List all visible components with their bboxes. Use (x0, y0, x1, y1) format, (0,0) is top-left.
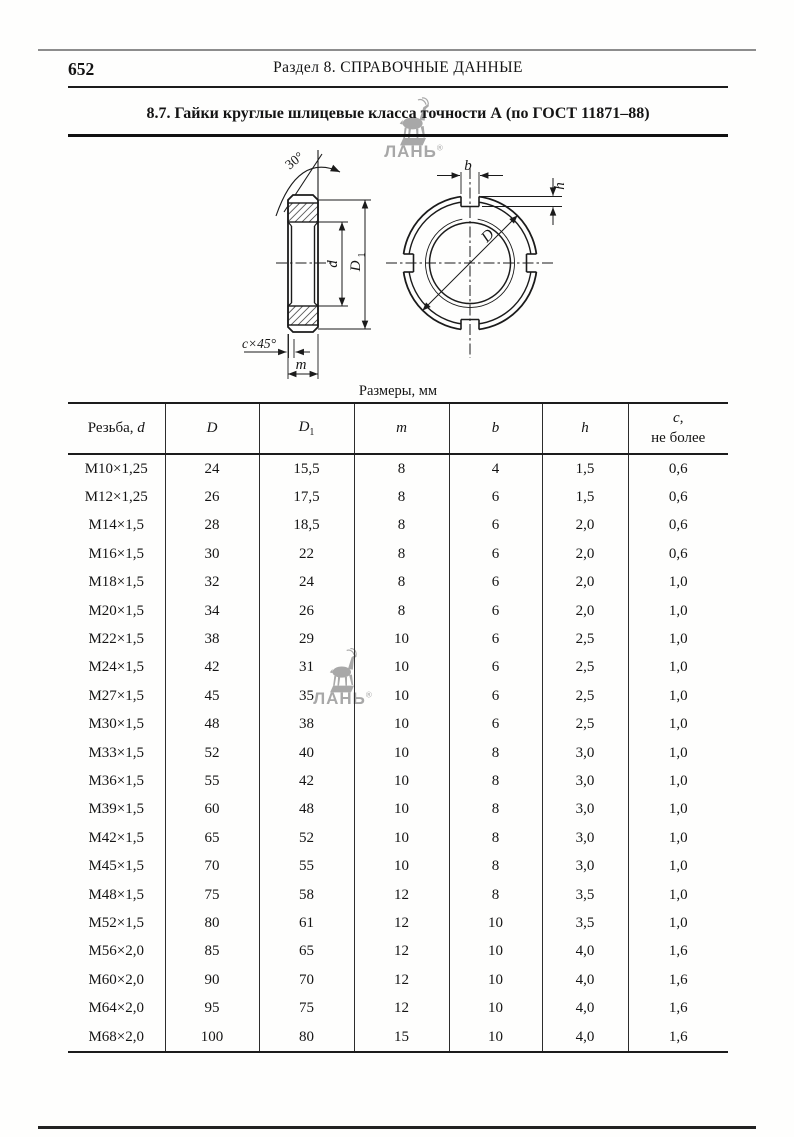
hatch-top (288, 203, 318, 222)
value-cell: 8 (354, 483, 449, 511)
value-cell: 1,0 (628, 597, 728, 625)
value-cell: 1,0 (628, 682, 728, 710)
value-cell: 80 (259, 1023, 354, 1052)
value-cell: 1,0 (628, 569, 728, 597)
table-row (68, 881, 728, 909)
value-cell: 1,6 (628, 938, 728, 966)
chamfer-label: c×45° (242, 336, 277, 351)
value-cell: 35 (259, 682, 354, 710)
value-cell: 0,6 (628, 540, 728, 568)
table-row (68, 454, 728, 483)
value-cell: 6 (449, 625, 542, 653)
table-caption: Размеры, мм (358, 383, 438, 399)
thread-cell: M14×1,5 (88, 517, 145, 534)
value-cell: 85 (165, 938, 259, 966)
table-row (68, 1023, 728, 1052)
table-body (68, 454, 728, 1052)
value-cell: 1,0 (628, 824, 728, 852)
page-top-rule (38, 49, 756, 51)
value-cell: 55 (259, 852, 354, 880)
value-cell: 6 (449, 682, 542, 710)
thread-cell: M64×2,0 (88, 1000, 145, 1017)
thread-cell: M68×2,0 (88, 1028, 145, 1045)
value-cell: 15 (354, 1023, 449, 1052)
value-cell: 70 (259, 966, 354, 994)
outer-dim-sub: 1 (357, 252, 368, 258)
value-cell: 17,5 (259, 483, 354, 511)
value-cell: 0,6 (628, 512, 728, 540)
table-row (68, 540, 728, 568)
value-cell: 4,0 (542, 966, 628, 994)
value-cell: 12 (354, 881, 449, 909)
angle-label: 30° (282, 148, 307, 173)
value-cell: 10 (354, 625, 449, 653)
value-cell: 8 (354, 540, 449, 568)
value-cell: 1,6 (628, 994, 728, 1022)
value-cell: 1,0 (628, 654, 728, 682)
thread-cell: M45×1,5 (88, 858, 145, 875)
thread-cell: M10×1,25 (84, 460, 148, 477)
table-header-row (68, 403, 728, 454)
value-cell: 8 (449, 852, 542, 880)
value-cell: 10 (449, 1023, 542, 1052)
value-cell: 1,5 (542, 454, 628, 483)
value-cell: 40 (259, 739, 354, 767)
value-cell: 6 (449, 597, 542, 625)
thread-cell: M22×1,5 (88, 631, 145, 648)
value-cell: 4 (449, 454, 542, 483)
section-title: 8.7. Гайки круглые шлицевые класса точности А (по ГОСТ 11871–88) (146, 105, 650, 122)
value-cell: 2,5 (542, 625, 628, 653)
value-cell: 2,0 (542, 569, 628, 597)
value-cell: 52 (259, 824, 354, 852)
thickness-label: m (295, 357, 307, 373)
table-row (68, 739, 728, 767)
watermark-label: ЛАНЬ® (313, 689, 373, 708)
slot-depth-label: h (552, 182, 568, 190)
nut-technical-drawing (240, 142, 580, 388)
table-row (68, 852, 728, 880)
value-cell: 26 (165, 483, 259, 511)
value-cell: 1,0 (628, 711, 728, 739)
value-cell: 0,6 (628, 454, 728, 483)
value-cell: 65 (259, 938, 354, 966)
value-cell: 10 (354, 711, 449, 739)
table-row (68, 966, 728, 994)
dimensions-table (68, 402, 728, 1053)
value-cell: 90 (165, 966, 259, 994)
table-row (68, 682, 728, 710)
value-cell: 38 (259, 711, 354, 739)
value-cell: 75 (165, 881, 259, 909)
value-cell: 55 (165, 767, 259, 795)
table-row (68, 994, 728, 1022)
table-row (68, 824, 728, 852)
value-cell: 1,0 (628, 881, 728, 909)
value-cell: 3,0 (542, 796, 628, 824)
value-cell: 10 (449, 994, 542, 1022)
diameter-label: D (477, 225, 498, 246)
value-cell: 18,5 (259, 512, 354, 540)
value-cell: 24 (259, 569, 354, 597)
value-cell: 2,5 (542, 711, 628, 739)
value-cell: 8 (449, 881, 542, 909)
value-cell: 15,5 (259, 454, 354, 483)
table-row (68, 711, 728, 739)
value-cell: 48 (259, 796, 354, 824)
face-view (386, 168, 562, 358)
value-cell: 8 (449, 739, 542, 767)
value-cell: 10 (354, 739, 449, 767)
table-row (68, 512, 728, 540)
bore-dim-label: d (325, 260, 341, 268)
value-cell: 1,0 (628, 625, 728, 653)
thread-cell: M24×1,5 (88, 659, 145, 676)
value-cell: 1,0 (628, 852, 728, 880)
value-cell: 12 (354, 909, 449, 937)
running-header-title: Раздел 8. СПРАВОЧНЫЕ ДАННЫЕ (273, 59, 523, 76)
table-row (68, 597, 728, 625)
value-cell: 3,0 (542, 824, 628, 852)
value-cell: 10 (354, 796, 449, 824)
value-cell: 1,6 (628, 966, 728, 994)
hatch-bottom (288, 306, 318, 325)
column-header: D (165, 403, 259, 454)
thread-cell: M27×1,5 (88, 687, 145, 704)
value-cell: 3,0 (542, 852, 628, 880)
running-header (68, 59, 728, 83)
thread-cell: M42×1,5 (88, 829, 145, 846)
value-cell: 28 (165, 512, 259, 540)
value-cell: 8 (449, 767, 542, 795)
value-cell: 2,0 (542, 540, 628, 568)
value-cell: 32 (165, 569, 259, 597)
value-cell: 8 (354, 569, 449, 597)
value-cell: 42 (165, 654, 259, 682)
value-cell: 38 (165, 625, 259, 653)
value-cell: 80 (165, 909, 259, 937)
value-cell: 10 (354, 824, 449, 852)
watermark-label: ЛАНЬ® (384, 142, 444, 161)
table-row (68, 625, 728, 653)
outer-dim-label: D (348, 260, 364, 272)
value-cell: 1,0 (628, 739, 728, 767)
value-cell: 1,0 (628, 796, 728, 824)
value-cell: 60 (165, 796, 259, 824)
dimension-h (481, 178, 562, 225)
value-cell: 22 (259, 540, 354, 568)
value-cell: 1,0 (628, 909, 728, 937)
column-header: Резьба, d (68, 403, 165, 454)
value-cell: 8 (354, 454, 449, 483)
table-row (68, 767, 728, 795)
thread-cell: M18×1,5 (88, 574, 145, 591)
dimensions-table-section (68, 382, 728, 1053)
thread-cell: M16×1,5 (88, 545, 145, 562)
value-cell: 3,0 (542, 767, 628, 795)
value-cell: 2,0 (542, 512, 628, 540)
thread-cell: M60×2,0 (88, 971, 145, 988)
value-cell: 2,0 (542, 597, 628, 625)
value-cell: 4,0 (542, 1023, 628, 1052)
thread-cell: M12×1,25 (84, 489, 148, 506)
value-cell: 31 (259, 654, 354, 682)
value-cell: 3,5 (542, 909, 628, 937)
column-header: $D_1$ (259, 403, 354, 454)
table-row (68, 483, 728, 511)
value-cell: 0,6 (628, 483, 728, 511)
thread-cell: M39×1,5 (88, 801, 145, 818)
table-row (68, 654, 728, 682)
value-cell: 10 (354, 654, 449, 682)
value-cell: 8 (354, 512, 449, 540)
value-cell: 12 (354, 966, 449, 994)
title-rule (68, 134, 728, 137)
table-row (68, 569, 728, 597)
value-cell: 70 (165, 852, 259, 880)
value-cell: 100 (165, 1023, 259, 1052)
value-cell: 29 (259, 625, 354, 653)
table-row (68, 938, 728, 966)
value-cell: 1,6 (628, 1023, 728, 1052)
value-cell: 3,0 (542, 739, 628, 767)
value-cell: 8 (449, 824, 542, 852)
value-cell: 6 (449, 540, 542, 568)
value-cell: 1,0 (628, 767, 728, 795)
page-bottom-rule (38, 1126, 756, 1129)
value-cell: 4,0 (542, 994, 628, 1022)
thread-cell: M48×1,5 (88, 886, 145, 903)
thread-cell: M30×1,5 (88, 716, 145, 733)
value-cell: 42 (259, 767, 354, 795)
value-cell: 6 (449, 569, 542, 597)
value-cell: 6 (449, 512, 542, 540)
value-cell: 1,5 (542, 483, 628, 511)
value-cell: 10 (354, 852, 449, 880)
thread-cell: M36×1,5 (88, 772, 145, 789)
value-cell: 52 (165, 739, 259, 767)
value-cell: 10 (449, 966, 542, 994)
value-cell: 10 (449, 909, 542, 937)
column-header: c, не более (628, 403, 728, 454)
value-cell: 48 (165, 711, 259, 739)
value-cell: 12 (354, 938, 449, 966)
table-row (68, 796, 728, 824)
thread-cell: M33×1,5 (88, 744, 145, 761)
value-cell: 12 (354, 994, 449, 1022)
value-cell: 8 (354, 597, 449, 625)
value-cell: 61 (259, 909, 354, 937)
value-cell: 4,0 (542, 938, 628, 966)
thread-cell: M20×1,5 (88, 602, 145, 619)
table-row (68, 909, 728, 937)
value-cell: 75 (259, 994, 354, 1022)
value-cell: 6 (449, 483, 542, 511)
value-cell: 6 (449, 654, 542, 682)
value-cell: 45 (165, 682, 259, 710)
column-header: m (354, 403, 449, 454)
thread-cell: M52×1,5 (88, 914, 145, 931)
value-cell: 2,5 (542, 682, 628, 710)
value-cell: 30 (165, 540, 259, 568)
value-cell: 3,5 (542, 881, 628, 909)
slot-width-label: b (464, 158, 472, 174)
value-cell: 65 (165, 824, 259, 852)
page-number: 652 (68, 59, 95, 79)
value-cell: 10 (449, 938, 542, 966)
column-header: h (542, 403, 628, 454)
value-cell: 6 (449, 711, 542, 739)
value-cell: 10 (354, 682, 449, 710)
value-cell: 58 (259, 881, 354, 909)
column-header: b (449, 403, 542, 454)
value-cell: 10 (354, 767, 449, 795)
header-rule (68, 86, 728, 88)
thread-cell: M56×2,0 (88, 943, 145, 960)
value-cell: 26 (259, 597, 354, 625)
value-cell: 95 (165, 994, 259, 1022)
value-cell: 34 (165, 597, 259, 625)
value-cell: 8 (449, 796, 542, 824)
value-cell: 24 (165, 454, 259, 483)
value-cell: 2,5 (542, 654, 628, 682)
